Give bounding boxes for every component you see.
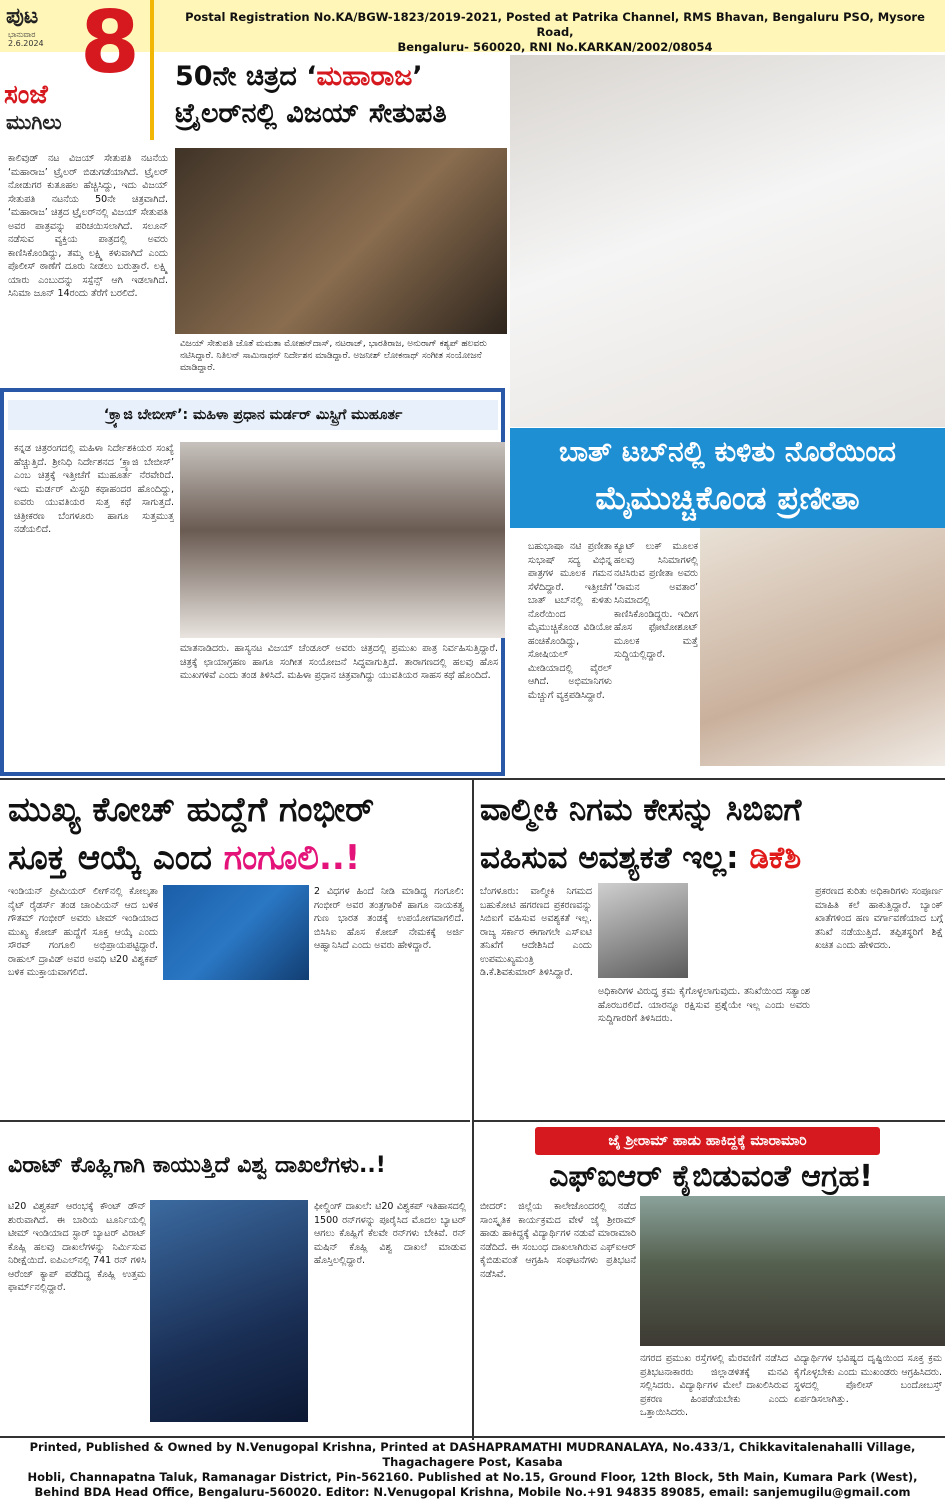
valmiki-headline [480,786,942,882]
valmiki-body-2: ಅಧಿಕಾರಿಗಳ ವಿರುದ್ಧ ಕ್ರಮ ಕೈಗೊಳ್ಳಲಾಗುವುದು. ತನಿಖೆಯಿಂದ ಸತ್ಯಾಂಶ ಹೊರಬರಲಿದೆ. ಯಾರನ್ನೂ ರಕ್ಷಿಸುವ ಪ್ರಶ್ನೆಯೇ ಇಲ್ಲ ಎಂದು ಅವರು ಸುದ್ದಿಗಾರರಿಗೆ ತಿಳಿಸಿದರು. [598,986,810,1024]
imprint-line-1: Printed, Published & Owned by N.Venugopal Krishna, Printed at DASHAPRAMATHI MUDRANALAYA, No.433/1, Chikkavitalenahalli Village, Thagachagere Post, Kasaba [29,1440,916,1469]
crazy-babies-title: ‘ಕ್ರ್ಯಾಜಿ ಬೇಬೀಸ್’: ಮಹಿಳಾ ಪ್ರಧಾನ ಮರ್ಡರ್ ಮಿಸ್ಟ್ರಿಗೆ ಮುಹೂರ್ತ [8,400,498,430]
crazy-babies-body: ಕನ್ನಡ ಚಿತ್ರರಂಗದಲ್ಲಿ ಮಹಿಳಾ ನಿರ್ದೇಶಕಿಯರ ಸಂಖ್ಯೆ ಹೆಚ್ಚುತ್ತಿದೆ. ಶ್ರೀನಿಧಿ ನಿರ್ದೇಶನದ ‘ಕ್ರ್ಯಾಜಿ ಬೇಬೀಸ್’ ಎಂಬ ಚಿತ್ರಕ್ಕೆ ಇತ್ತೀಚೆಗೆ ಮುಹೂರ್ತ ನೆರವೇರಿದೆ. ಇದು ಮರ್ಡರ್ ಮಿಸ್ಟರಿ ಕಥಾಹಂದರ ಹೊಂದಿದ್ದು, ಐವರು ಯುವತಿಯರ ಸುತ್ತ ಕಥೆ ಸಾಗುತ್ತದೆ. ಚಿತ್ರೀಕರಣ ಬೆಂಗಳೂರು ಹಾಗೂ ಸುತ್ತಮುತ್ತ ನಡೆಯಲಿದೆ. [14,443,174,535]
maharaja-headline-line-1 [175,58,505,95]
registration-line-1: Postal Registration No.KA/BGW-1823/2019-2021, Posted at Patrika Channel, RMS Bhavan, Bengaluru PSO, Mysore Road, [185,10,925,39]
ganguly-headline-part-a: ಸೂಕ್ತ ಆಯ್ಕೆ ಎಂದ [8,838,224,878]
gambhir-ganguly-photo [163,885,309,980]
valmiki-headline-part-a: ವಹಿಸುವ ಅವಶ್ಯಕತೆ ಇಲ್ಲ: [480,840,750,876]
fir-headline: ಎಫ್‌ಐಆರ್ ಕೈಬಿಡುವಂತೆ ಆಗ್ರಹ! [549,1159,873,1194]
section-divider-left [0,1120,470,1122]
maharaja-headline-line-2: ಟ್ರೈಲರ್‌ನಲ್ಲಿ ವಿಜಯ್ ಸೇತುಪತಿ [175,98,447,129]
kohli-headline: ವಿರಾಟ್ ಕೊಹ್ಲಿಗಾಗಿ ಕಾಯುತ್ತಿದೆ ವಿಶ್ವ ದಾಖಲೆಗಳು..! [8,1153,386,1178]
ganguly-headline-line-1: ಮುಖ್ಯ ಕೋಚ್ ಹುದ್ದೆಗೆ ಗಂಭೀರ್ [8,790,375,830]
jai-shriram-badge: ಜೈ ಶ್ರೀರಾಮ್ ಹಾಡು ಹಾಕಿದ್ದಕ್ಕೆ ಮಾರಾಮಾರಿ [535,1127,880,1155]
section-divider-right [474,1120,945,1122]
ganguly-body-2: 2 ವಿಧಗಳ ಹಿಂದೆ ನೀಡಿ ಮಾಡಿದ್ದ ಗಂಗೂಲಿ: ಗಂಭೀರ್ ಅವರ ತಂತ್ರಗಾರಿಕೆ ಹಾಗೂ ನಾಯಕತ್ವ ಗುಣ ಭಾರತ ತಂಡಕ್ಕೆ ಉಪಯೋಗವಾಗಲಿದೆ. ಬಿಸಿಸಿಐ ಹೊಸ ಕೋಚ್ ನೇಮಕಕ್ಕೆ ಅರ್ಜಿ ಆಹ್ವಾನಿಸಿದೆ ಎಂದು ಅವರು ಹೇಳಿದ್ದಾರೆ. [314,886,464,951]
issue-date [8,30,44,48]
paper-name-sanje: ಸಂಜೆ [4,80,48,110]
dk-shivakumar-photo [598,883,688,978]
maharaja-headline-part-b: ಮಹಾರಾಜ [316,61,413,92]
fir-body-3: ವಿದ್ಯಾರ್ಥಿಗಳ ಭವಿಷ್ಯದ ದೃಷ್ಟಿಯಿಂದ ಸೂಕ್ತ ಕ್ರಮ ಕೈಗೊಳ್ಳಬೇಕು ಎಂದು ಮುಖಂಡರು ಆಗ್ರಹಿಸಿದರು. ಸ್ಥಳದಲ್ಲಿ ಪೊಲೀಸ್ ಬಂದೋಬಸ್ತ್ ಏರ್ಪಡಿಸಲಾಗಿತ್ತು. [794,1353,942,1405]
ganguly-headline [8,786,468,882]
maharaja-headline-part-a: 50ನೇ ಚಿತ್ರದ ‘ [175,61,317,92]
crazy-babies-team-photo [180,442,505,638]
ganguly-headline-line-2 [8,834,468,882]
page-word: ಪುಟ [6,4,39,29]
pranitha-bath-photo [510,55,945,427]
issue-day: ಭಾನುವಾರ [8,30,36,39]
valmiki-body: ಬೆಂಗಳೂರು: ವಾಲ್ಮೀಕಿ ನಿಗಮದ ಬಹುಕೋಟಿ ಹಗರಣದ ಪ್ರಕರಣವನ್ನು ಸಿಬಿಐಗೆ ವಹಿಸುವ ಅವಶ್ಯಕತೆ ಇಲ್ಲ. ರಾಜ್ಯ ಸರ್ಕಾರ ಈಗಾಗಲೇ ಎಸ್‌ಐಟಿ ತನಿಖೆಗೆ ಆದೇಶಿಸಿದೆ ಎಂದು ಉಪಮುಖ್ಯಮಂತ್ರಿ ಡಿ.ಕೆ.ಶಿವಕುಮಾರ್ ತಿಳಿಸಿದ್ದಾರೆ. [480,886,592,978]
registration-line-2: Bengaluru- 560020, RNI No.KARKAN/2002/08054 [397,40,713,54]
kohli-photo [150,1200,308,1422]
valmiki-headline-line-2 [480,834,942,882]
maharaja-body: ಕಾಲಿವುಡ್ ನಟ ವಿಜಯ್ ಸೇತುಪತಿ ನಟನೆಯ ‘ಮಹಾರಾಜ’ ಟ್ರೈಲರ್ ಬಿಡುಗಡೆಯಾಗಿದೆ. ಟ್ರೈಲರ್ ನೋಡುಗರ ಕುತೂಹಲ ಹೆಚ್ಚಿಸಿದ್ದು, ಇದು ವಿಜಯ್ ಸೇತುಪತಿ ನಟನೆಯ 50ನೇ ಚಿತ್ರವಾಗಿದೆ. ‘ಮಹಾರಾಜ’ ಚಿತ್ರದ ಟ್ರೈಲರ್‌ನಲ್ಲಿ ವಿಜಯ್ ಸೇತುಪತಿ ಅವರ ಪಾತ್ರವನ್ನು ಪರಿಚಯಿಸಲಾಗಿದೆ. ಸಲೂನ್ ನಡೆಸುವ ವ್ಯಕ್ತಿಯ ಪಾತ್ರದಲ್ಲಿ ಅವರು ಕಾಣಿಸಿಕೊಂಡಿದ್ದು, ತಮ್ಮ ಲಕ್ಷ್ಮಿ ಕಳುವಾಗಿದೆ ಎಂದು ಪೊಲೀಸ್ ಠಾಣೆಗೆ ದೂರು ನೀಡಲು ಬರುತ್ತಾರೆ. ಲಕ್ಷ್ಮಿ ಯಾರು ಎಂಬುದನ್ನು ಸಸ್ಪೆನ್ಸ್ ಆಗಿ ಇಡಲಾಗಿದೆ. ಸಿನಿಮಾ ಜೂನ್ 14ರಂದು ತೆರೆಗೆ ಬರಲಿದೆ. [8,153,168,299]
valmiki-headline-line-1: ವಾಲ್ಮೀಕಿ ನಿಗಮ ಕೇಸನ್ನು ಸಿಬಿಐಗೆ [480,792,802,828]
pranitha-photo [700,528,945,766]
fir-body-2: ನಗರದ ಪ್ರಮುಖ ರಸ್ತೆಗಳಲ್ಲಿ ಮೆರವಣಿಗೆ ನಡೆಸಿದ ಪ್ರತಿಭಟನಾಕಾರರು ಜಿಲ್ಲಾಡಳಿತಕ್ಕೆ ಮನವಿ ಸಲ್ಲಿಸಿದರು. ವಿದ್ಯಾರ್ಥಿಗಳ ಮೇಲೆ ದಾಖಲಿಸಿರುವ ಪ್ರಕರಣ ಹಿಂಪಡೆಯಬೇಕು ಎಂದು ಒತ್ತಾಯಿಸಿದರು. [640,1353,788,1418]
pranitha-headline-line-2: ಮೈಮುಚ್ಚಿಕೊಂಡ ಪ್ರಣೀತಾ [595,479,860,517]
paper-name-mugilu: ಮುಗಿಲು [6,110,62,134]
maharaja-headline-part-c: ’ [412,61,423,92]
footer-divider [0,1436,945,1438]
valmiki-headline-part-b: ಡಿಕೆಶಿ [749,840,802,876]
ganguly-headline-part-b: ಗಂಗೂಲಿ..! [223,838,361,878]
valmiki-body-3: ಪ್ರಕರಣದ ಕುರಿತು ಅಧಿಕಾರಿಗಳು ಸಂಪೂರ್ಣ ಮಾಹಿತಿ ಕಲೆ ಹಾಕುತ್ತಿದ್ದಾರೆ. ಬ್ಯಾಂಕ್ ಖಾತೆಗಳಿಂದ ಹಣ ವರ್ಗಾವಣೆಯಾದ ಬಗ್ಗೆ ತನಿಖೆ ನಡೆಯುತ್ತಿದೆ. ತಪ್ಪಿತಸ್ಥರಿಗೆ ಶಿಕ್ಷೆ ಖಚಿತ ಎಂದು ಹೇಳಿದರು. [815,886,943,951]
crazy-babies-body-right: ಮಾತನಾಡಿದರು. ಹಾಸ್ಯನಟ ವಿಜಯ್ ಚೆಂಡೂರ್ ಅವರು ಚಿತ್ರದಲ್ಲಿ ಪ್ರಮುಖ ಪಾತ್ರ ನಿರ್ವಹಿಸುತ್ತಿದ್ದಾರೆ. ಚಿತ್ರಕ್ಕೆ ಛಾಯಾಗ್ರಹಣ ಹಾಗೂ ಸಂಗೀತ ಸಂಯೋಜನೆ ಸಿದ್ಧವಾಗುತ್ತಿದೆ. ತಾರಾಗಣದಲ್ಲಿ ಹಲವು ಹೊಸ ಮುಖಗಳಿವೆ ಎಂದು ತಂಡ ತಿಳಿಸಿದೆ. ಮಹಿಳಾ ಪ್ರಧಾನ ಚಿತ್ರವಾಗಿದ್ದು ಯುವತಿಯರ ಸಾಹಸ ಕಥೆ ಹೊಂದಿದೆ. [180,643,498,681]
maharaja-headline [175,58,505,132]
vijay-sethupathi-photo [175,148,507,334]
kohli-body: ಟಿ20 ವಿಶ್ವಕಪ್ ಆರಂಭಕ್ಕೆ ಕೌಂಟ್ ಡೌನ್ ಶುರುವಾಗಿದೆ. ಈ ಬಾರಿಯ ಟೂರ್ನಿಯಲ್ಲಿ ಟೀಮ್ ಇಂಡಿಯಾದ ಸ್ಟಾರ್ ಬ್ಯಾಟರ್ ವಿರಾಟ್ ಕೊಹ್ಲಿ ಹಲವು ದಾಖಲೆಗಳನ್ನು ನಿರ್ಮಿಸುವ ನಿರೀಕ್ಷೆಯಿದೆ. ಐಪಿಎಲ್‌ನಲ್ಲಿ 741 ರನ್ ಗಳಿಸಿ ಆರೆಂಜ್ ಕ್ಯಾಪ್ ಪಡೆದಿದ್ದ ಕೊಹ್ಲಿ ಉತ್ತಮ ಫಾರ್ಮ್‌ನಲ್ಲಿದ್ದಾರೆ. [8,1201,146,1293]
kohli-body-2: ಫೀಲ್ಡಿಂಗ್ ದಾಖಲೆ: ಟಿ20 ವಿಶ್ವಕಪ್ ಇತಿಹಾಸದಲ್ಲಿ 1500 ರನ್‌ಗಳನ್ನು ಪೂರೈಸಿದ ಮೊದಲ ಬ್ಯಾಟರ್ ಆಗಲು ಕೊಹ್ಲಿಗೆ ಕೆಲವೇ ರನ್‌ಗಳು ಬೇಕಿವೆ. ರನ್ ಮಷಿನ್ ಕೊಹ್ಲಿ ವಿಶ್ವ ದಾಖಲೆ ಮಾಡುವ ಹೊಸ್ತಿಲಲ್ಲಿದ್ದಾರೆ. [314,1201,466,1266]
masthead-divider [150,0,154,140]
imprint-line-3: Behind BDA Head Office, Bengaluru-560020. Editor: N.Venugopal Krishna, Mobile No.+91 94835 89085, email: sanjemugilu@gmail.com [34,1485,911,1499]
issue-date-value: 2.6.2024 [8,39,44,48]
imprint-footer [0,1440,945,1499]
column-divider [472,780,474,1440]
ganguly-body: ಇಂಡಿಯನ್ ಪ್ರೀಮಿಯರ್ ಲೀಗ್‌ನಲ್ಲಿ ಕೋಲ್ಕತಾ ನೈಟ್ ರೈಡರ್ಸ್ ತಂಡ ಚಾಂಪಿಯನ್ ಆದ ಬಳಿಕ ಗೌತಮ್ ಗಂಭೀರ್ ಅವರು ಟೀಮ್ ಇಂಡಿಯಾದ ಮುಖ್ಯ ಕೋಚ್ ಹುದ್ದೆಗೆ ಸೂಕ್ತ ಆಯ್ಕೆ ಎಂದು ಸೌರವ್ ಗಂಗೂಲಿ ಅಭಿಪ್ರಾಯಪಟ್ಟಿದ್ದಾರೆ. ರಾಹುಲ್ ದ್ರಾವಿಡ್ ಅವರ ಅವಧಿ ಟಿ20 ವಿಶ್ವಕಪ್ ಬಳಿಕ ಮುಕ್ತಾಯವಾಗಲಿದೆ. [8,886,158,978]
pranitha-body-2: ಕ್ಯೂಟ್ ಲುಕ್ ಮೂಲಕ ಹಲವು ಸಿನಿಮಾಗಳಲ್ಲಿ ನಟಿಸಿರುವ ಪ್ರಣೀತಾ ಅವರು ‘ರಾಮನ ಅವತಾರ’ ಸಿನಿಮಾದಲ್ಲಿ ಕಾಣಿಸಿಕೊಂಡಿದ್ದರು. ಇದೀಗ ಹೊಸ ಫೋಟೋಶೂಟ್ ಮೂಲಕ ಮತ್ತೆ ಸುದ್ದಿಯಲ್ಲಿದ್ದಾರೆ. [614,541,698,660]
maharaja-caption: ವಿಜಯ್ ಸೇತುಪತಿ ಜೊತೆ ಮಮತಾ ಮೋಹನ್‌ದಾಸ್, ನಟರಾಜ್, ಭಾರತಿರಾಜ, ಅನುರಾಗ್ ಕಶ್ಯಪ್ ಹಲವರು ನಟಿಸಿದ್ದಾರೆ. ನಿತಿಲನ್ ಸಾಮಿನಾಥನ್ ನಿರ್ದೇಶನ ಮಾಡಿದ್ದಾರೆ. ಅಜನೀಶ್ ಲೋಕನಾಥ್ ಸಂಗೀತ ಸಂಯೋಜನೆ ಮಾಡಿದ್ದಾರೆ. [180,339,487,373]
page-number: 8 [80,0,140,93]
pranitha-headline-line-1: ಬಾತ್ ಟಬ್‌ನಲ್ಲಿ ಕುಳಿತು ನೊರೆಯಿಂದ [559,435,896,468]
pranitha-body: ಬಹುಭಾಷಾ ನಟಿ ಪ್ರಣೀತಾ ಸುಭಾಷ್ ಸದ್ಯ ವಿಭಿನ್ನ ಪಾತ್ರಗಳ ಮೂಲಕ ಗಮನ ಸೆಳೆದಿದ್ದಾರೆ. ಇತ್ತೀಚೆಗೆ ಬಾತ್ ಟಬ್‌ನಲ್ಲಿ ಕುಳಿತು ನೊರೆಯಿಂದ ಮೈಮುಚ್ಚಿಕೊಂಡ ವಿಡಿಯೋ ಹಂಚಿಕೊಂಡಿದ್ದು, ಸೋಷಿಯಲ್ ಮೀಡಿಯಾದಲ್ಲಿ ವೈರಲ್ ಆಗಿದೆ. ಅಭಿಮಾನಿಗಳು ಮೆಚ್ಚುಗೆ ವ್ಯಕ್ತಪಡಿಸಿದ್ದಾರೆ. [528,541,612,701]
imprint-line-2: Hobli, Channapatna Taluk, Ramanagar District, Pin-562160. Published at No.15, Ground Floor, 12th Block, 5th Main, Kumara Park (West), [27,1470,918,1484]
masthead [0,0,165,140]
postal-registration [170,10,940,55]
fir-body: ಬೀದರ್: ಜಿಲ್ಲೆಯ ಕಾಲೇಜೊಂದರಲ್ಲಿ ನಡೆದ ಸಾಂಸ್ಕೃತಿಕ ಕಾರ್ಯಕ್ರಮದ ವೇಳೆ ಜೈ ಶ್ರೀರಾಮ್ ಹಾಡು ಹಾಕಿದ್ದಕ್ಕೆ ವಿದ್ಯಾರ್ಥಿಗಳ ನಡುವೆ ಮಾರಾಮಾರಿ ನಡೆದಿದೆ. ಈ ಸಂಬಂಧ ದಾಖಲಾಗಿರುವ ಎಫ್‌ಐಆರ್ ಕೈಬಿಡುವಂತೆ ಆಗ್ರಹಿಸಿ ಸಂಘಟನೆಗಳು ಪ್ರತಿಭಟನೆ ನಡೆಸಿವೆ. [480,1201,636,1280]
protest-crowd-photo [640,1196,945,1346]
